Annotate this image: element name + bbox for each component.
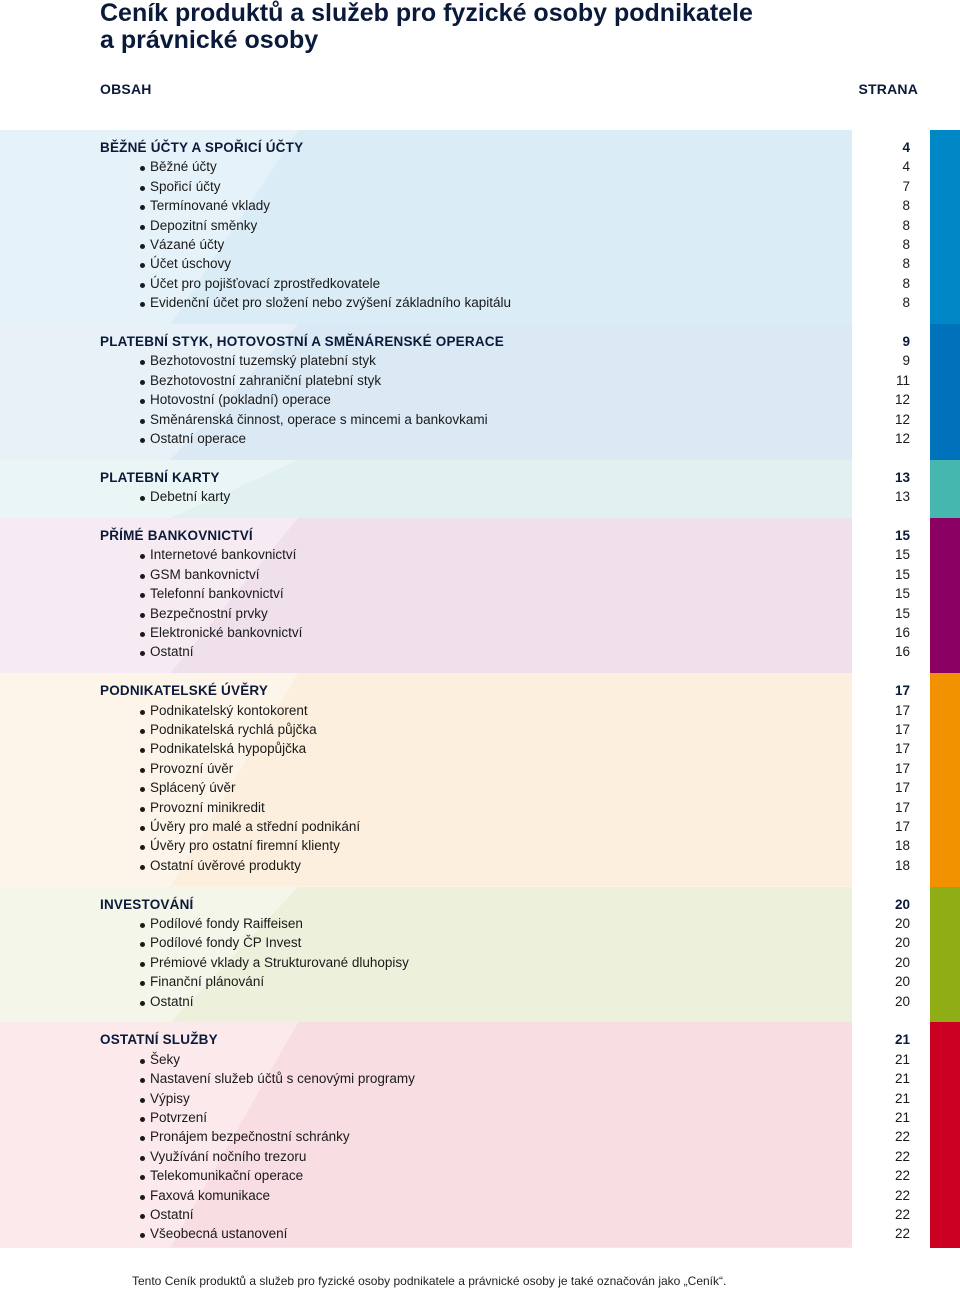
section-heading-page: 4 <box>902 140 910 155</box>
toc-item[interactable] <box>100 1127 910 1146</box>
section-color-strip <box>930 324 960 460</box>
section-color-strip <box>930 673 960 886</box>
toc-item[interactable] <box>100 1224 910 1243</box>
toc-item[interactable] <box>100 1108 910 1127</box>
toc-item[interactable] <box>100 565 910 584</box>
toc-item-page: 22 <box>894 1226 910 1242</box>
toc-item[interactable] <box>100 410 910 429</box>
toc-item-label: Podnikatelský kontokorent <box>100 703 870 718</box>
toc-item-label: Ostatní <box>100 994 870 1009</box>
section-color-strip <box>930 887 960 1023</box>
section-heading-page: 15 <box>894 528 910 543</box>
toc-item-label: Pronájem bezpečnostní schránky <box>100 1129 870 1144</box>
toc-item-page: 16 <box>894 625 910 640</box>
toc-item-label: Telefonní bankovnictví <box>100 586 870 601</box>
toc-item[interactable] <box>100 836 910 855</box>
toc-item-page: 8 <box>902 217 910 233</box>
section-heading[interactable] <box>100 138 910 157</box>
toc-item-label: Splácený úvěr <box>100 780 870 795</box>
section-heading-label: PŘÍMÉ BANKOVNICTVÍ <box>100 528 253 543</box>
toc-item[interactable] <box>100 371 910 390</box>
toc-item-label: Bezpečnostní prvky <box>100 606 870 621</box>
toc-item[interactable] <box>100 701 910 720</box>
toc-item-label: Všeobecná ustanovení <box>100 1226 870 1241</box>
toc-item-page: 22 <box>894 1168 910 1184</box>
toc-item[interactable] <box>100 642 910 661</box>
toc-item[interactable] <box>100 1069 910 1088</box>
toc-item-page: 21 <box>894 1090 910 1106</box>
toc-item-label: Debetní karty <box>100 489 870 504</box>
section-heading-page: 13 <box>894 469 910 485</box>
page-column-label: STRANA <box>858 81 918 97</box>
section-heading[interactable] <box>100 526 910 545</box>
toc-item-label: Ostatní operace <box>100 431 870 446</box>
section-heading[interactable] <box>100 468 910 487</box>
toc-item[interactable] <box>100 933 910 952</box>
title-line-2: a právnické osoby <box>100 26 319 54</box>
section-heading-label: PLATEBNÍ STYK, HOTOVOSTNÍ A SMĚNÁRENSKÉ OPERACE <box>100 334 504 349</box>
section-heading-page: 9 <box>902 334 910 349</box>
toc-item-page: 12 <box>894 392 910 408</box>
toc-item-label: Termínované vklady <box>100 198 870 213</box>
toc-item-page: 12 <box>894 411 910 427</box>
section-heading[interactable] <box>100 1030 910 1049</box>
toc-item-page: 16 <box>894 644 910 660</box>
toc-item-label: Ostatní <box>100 1207 870 1222</box>
toc-item[interactable] <box>100 759 910 778</box>
toc-item[interactable] <box>100 216 910 235</box>
section-heading-label: BĚŽNÉ ÚČTY A SPOŘICÍ ÚČTY <box>100 140 304 155</box>
section-heading-page: 17 <box>894 683 910 699</box>
toc-item-page: 22 <box>894 1207 910 1222</box>
toc-item[interactable] <box>100 584 910 603</box>
toc-item-page: 12 <box>894 431 910 446</box>
toc-item-label: Úvěry pro malé a střední podnikání <box>100 819 870 834</box>
toc-item-label: Faxová komunikace <box>100 1188 870 1203</box>
section-color-strip <box>930 1022 960 1247</box>
toc-item[interactable] <box>100 235 910 254</box>
toc-item[interactable] <box>100 1050 910 1069</box>
toc-item-page: 4 <box>902 159 910 175</box>
toc-item-page: 8 <box>902 198 910 214</box>
toc-item-label: Podílové fondy ČP Invest <box>100 935 870 950</box>
toc-item-page: 21 <box>894 1110 910 1125</box>
toc-item-page: 20 <box>894 974 910 990</box>
toc-item-label: Účet pro pojišťovací zprostředkovatele <box>100 276 870 291</box>
section-heading[interactable] <box>100 681 910 700</box>
toc-item-page: 15 <box>894 566 910 582</box>
toc-item[interactable] <box>100 157 910 176</box>
toc-item-page: 20 <box>894 954 910 970</box>
toc-item-label: Bezhotovostní zahraniční platební styk <box>100 373 870 388</box>
toc-item[interactable] <box>100 720 910 739</box>
toc-item-page: 21 <box>894 1071 910 1087</box>
toc-item-page: 17 <box>894 741 910 757</box>
toc-item-page: 17 <box>894 760 910 776</box>
toc-item-page: 8 <box>902 256 910 272</box>
toc-item[interactable] <box>100 798 910 817</box>
toc-item[interactable] <box>100 1166 910 1185</box>
toc-item[interactable] <box>100 739 910 758</box>
footer-note: Tento Ceník produktů a služeb pro fyzické osoby podnikatele a právnické osoby je také označován jako „Ceník“. <box>132 1274 727 1288</box>
toc-item[interactable] <box>100 992 910 1011</box>
toc-item-label: Ostatní úvěrové produkty <box>100 858 870 873</box>
section-heading-label: OSTATNÍ SLUŽBY <box>100 1032 218 1048</box>
toc-item-page: 17 <box>894 819 910 834</box>
toc-item-label: Provozní minikredit <box>100 800 870 815</box>
toc-item-label: Depozitní směnky <box>100 218 870 233</box>
section-heading[interactable] <box>100 895 910 914</box>
toc-item-label: Podnikatelská hypopůjčka <box>100 741 870 756</box>
toc-item-label: Běžné účty <box>100 159 870 174</box>
toc-item-page: 8 <box>902 295 910 311</box>
toc-item-page: 11 <box>895 372 910 388</box>
toc-item[interactable] <box>100 817 910 836</box>
toc-item-page: 8 <box>902 275 910 291</box>
toc-item[interactable] <box>100 429 910 448</box>
toc-item-label: Provozní úvěr <box>100 761 870 776</box>
section-color-strip <box>930 130 960 324</box>
toc-item-label: Vázané účty <box>100 237 870 252</box>
toc-item[interactable] <box>100 293 910 312</box>
toc-item[interactable] <box>100 274 910 293</box>
toc-item-label: Elektronické bankovnictví <box>100 625 870 640</box>
toc-item[interactable] <box>100 623 910 642</box>
toc-item-label: Směnárenská činnost, operace s mincemi a bankovkami <box>100 412 870 427</box>
toc-item-page: 17 <box>894 799 910 815</box>
section-color-strip <box>930 518 960 673</box>
contents-label: OBSAH <box>100 81 152 97</box>
toc-item[interactable] <box>100 856 910 875</box>
toc-item-label: Finanční plánování <box>100 974 870 989</box>
page-title <box>100 0 920 54</box>
toc-item-label: Bezhotovostní tuzemský platební styk <box>100 353 870 368</box>
section-heading-page: 20 <box>894 896 910 912</box>
toc-item[interactable] <box>100 1147 910 1166</box>
toc-item-label: Prémiové vklady a Strukturované dluhopisy <box>100 955 870 970</box>
toc-item-label: Internetové bankovnictví <box>100 547 870 562</box>
toc-item-label: Spořicí účty <box>100 179 870 194</box>
toc-item[interactable] <box>100 196 910 215</box>
toc-item-page: 20 <box>894 916 910 931</box>
toc-item[interactable] <box>100 604 910 623</box>
toc-item[interactable] <box>100 177 910 196</box>
toc-item-page: 22 <box>894 1129 910 1145</box>
toc-item[interactable] <box>100 487 910 506</box>
toc-item-page: 17 <box>894 722 910 737</box>
toc-item[interactable] <box>100 545 910 564</box>
toc-item[interactable] <box>100 1186 910 1205</box>
toc-item-label: Výpisy <box>100 1091 870 1106</box>
toc-item[interactable] <box>100 778 910 797</box>
toc-item-label: Šeky <box>100 1052 870 1067</box>
toc-item-label: Využívání nočního trezoru <box>100 1149 870 1164</box>
section-heading-label: PODNIKATELSKÉ ÚVĚRY <box>100 683 269 699</box>
section-heading-page: 21 <box>894 1032 910 1048</box>
toc-item-page: 8 <box>902 237 910 252</box>
toc-item[interactable] <box>100 953 910 972</box>
toc-item[interactable] <box>100 1089 910 1108</box>
toc-item-page: 22 <box>894 1148 910 1164</box>
toc-item[interactable] <box>100 1205 910 1224</box>
toc-item-label: GSM bankovnictví <box>100 567 870 582</box>
toc-item-label: Potvrzení <box>100 1110 870 1125</box>
toc-item[interactable] <box>100 254 910 273</box>
toc-item-label: Hotovostní (pokladní) operace <box>100 392 870 407</box>
toc-item-label: Podílové fondy Raiffeisen <box>100 916 870 931</box>
toc-item-label: Podnikatelská rychlá půjčka <box>100 722 870 737</box>
toc-item[interactable] <box>100 972 910 991</box>
section-heading[interactable] <box>100 332 910 351</box>
toc-item[interactable] <box>100 390 910 409</box>
toc-item[interactable] <box>100 914 910 933</box>
toc-item-page: 17 <box>894 702 910 718</box>
toc-item-label: Ostatní <box>100 644 870 659</box>
section-heading-label: INVESTOVÁNÍ <box>100 896 194 912</box>
toc-item-page: 17 <box>894 780 910 796</box>
toc-item-label: Telekomunikační operace <box>100 1168 870 1183</box>
toc-item-page: 18 <box>894 857 910 873</box>
toc-item[interactable] <box>100 351 910 370</box>
toc-item-label: Evidenční účet pro složení nebo zvýšení základního kapitálu <box>100 295 870 310</box>
toc-item-page: 7 <box>902 178 910 194</box>
toc-item-page: 20 <box>894 935 910 951</box>
toc-item-page: 15 <box>894 547 910 563</box>
toc-item-label: Úvěry pro ostatní firemní klienty <box>100 838 870 853</box>
section-color-strip <box>930 460 960 518</box>
toc-item-label: Nastavení služeb účtů s cenovými programy <box>100 1071 870 1086</box>
toc-item-page: 18 <box>894 838 910 854</box>
toc-item-page: 22 <box>894 1187 910 1203</box>
toc-item-page: 9 <box>902 353 910 369</box>
toc-item-page: 15 <box>894 605 910 621</box>
toc-item-page: 13 <box>894 489 910 505</box>
toc-item-page: 15 <box>894 586 910 602</box>
toc-item-label: Účet úschovy <box>100 256 870 271</box>
toc-item-page: 21 <box>894 1051 910 1067</box>
title-line-1: Ceník produktů a služeb pro fyzické osoby podnikatele <box>100 0 753 27</box>
toc-item-page: 20 <box>894 993 910 1009</box>
section-heading-label: PLATEBNÍ KARTY <box>100 469 220 485</box>
